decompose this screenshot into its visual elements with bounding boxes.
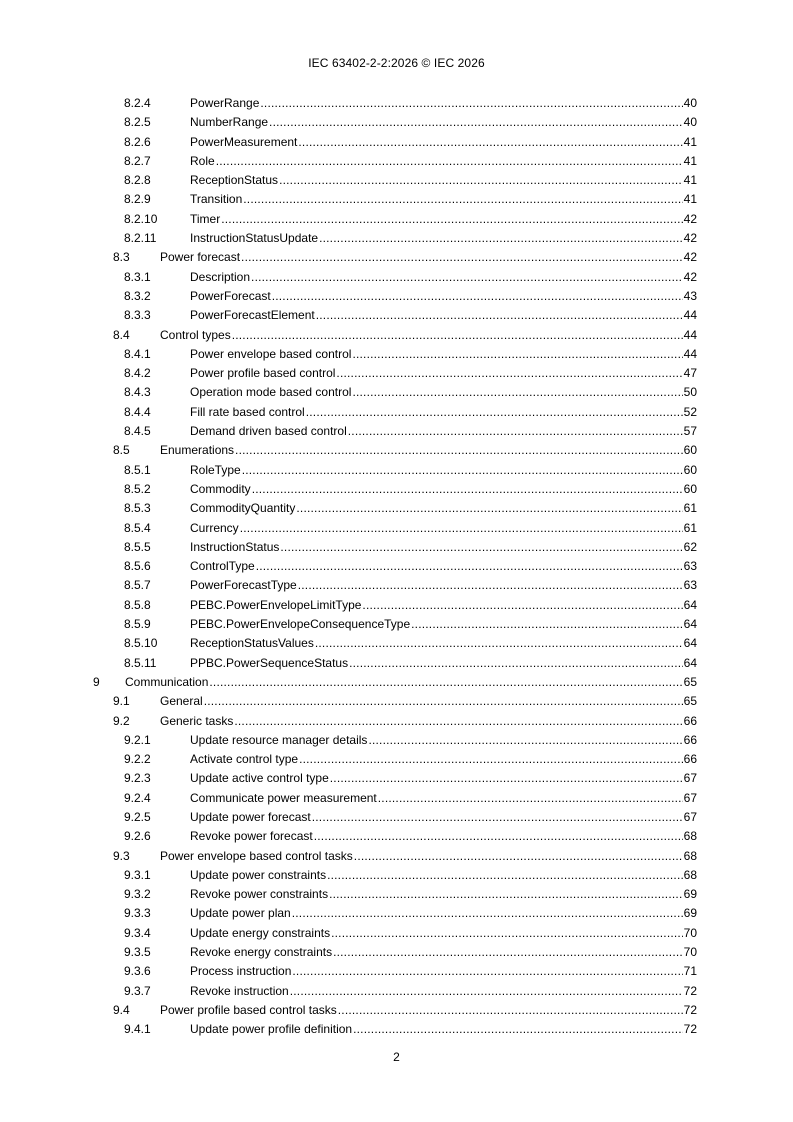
toc-section-title: CommodityQuantity bbox=[190, 501, 296, 516]
toc-dot-leader bbox=[411, 616, 683, 632]
toc-entry[interactable] bbox=[0, 346, 793, 365]
toc-dot-leader bbox=[338, 1002, 683, 1018]
toc-dot-leader bbox=[354, 848, 683, 864]
toc-section-number: 8.5.2 bbox=[124, 481, 151, 496]
toc-entry-line bbox=[160, 249, 697, 265]
toc-page-number: 66 bbox=[683, 752, 697, 767]
toc-entry-line bbox=[160, 848, 697, 864]
toc-dot-leader bbox=[314, 828, 683, 844]
toc-dot-leader bbox=[292, 963, 682, 979]
toc-section-title: Update power plan bbox=[190, 906, 291, 921]
toc-entry-line bbox=[160, 442, 697, 458]
toc-section-number: 9.2.2 bbox=[124, 752, 151, 767]
toc-section-number: 8.2.7 bbox=[124, 153, 151, 168]
toc-dot-leader bbox=[362, 597, 682, 613]
toc-dot-leader bbox=[352, 384, 682, 400]
toc-dot-leader bbox=[256, 558, 683, 574]
toc-entry-line bbox=[190, 597, 697, 613]
toc-dot-leader bbox=[235, 442, 683, 458]
toc-entry-line bbox=[190, 616, 697, 632]
toc-dot-leader bbox=[349, 655, 683, 671]
toc-section-title: Operation mode based control bbox=[190, 385, 352, 400]
toc-page-number: 44 bbox=[683, 346, 697, 361]
toc-page-number: 72 bbox=[683, 983, 697, 998]
toc-entry-line bbox=[190, 558, 697, 574]
toc-entry[interactable] bbox=[0, 655, 793, 674]
toc-dot-leader bbox=[279, 172, 683, 188]
toc-page-number: 44 bbox=[683, 308, 697, 323]
toc-section-title: Enumerations bbox=[160, 443, 235, 458]
toc-entry[interactable] bbox=[0, 867, 793, 886]
toc-page-number: 64 bbox=[683, 617, 697, 632]
toc-section-title: Update resource manager details bbox=[190, 732, 368, 747]
toc-entry-line bbox=[190, 172, 697, 188]
toc-entry-line bbox=[190, 520, 697, 536]
toc-entry-line bbox=[190, 751, 697, 767]
toc-entry[interactable] bbox=[0, 423, 793, 442]
toc-dot-leader bbox=[240, 520, 683, 536]
toc-dot-leader bbox=[234, 713, 682, 729]
toc-entry[interactable] bbox=[0, 616, 793, 635]
toc-entry[interactable] bbox=[0, 558, 793, 577]
toc-page-number: 69 bbox=[683, 906, 697, 921]
toc-entry[interactable] bbox=[0, 886, 793, 905]
toc-page-number: 65 bbox=[683, 694, 697, 709]
toc-entry[interactable] bbox=[0, 751, 793, 770]
toc-entry[interactable] bbox=[0, 963, 793, 982]
toc-page-number: 64 bbox=[683, 636, 697, 651]
toc-entry-line bbox=[190, 423, 697, 439]
toc-section-number: 8.5.10 bbox=[124, 636, 158, 651]
toc-page-number: 40 bbox=[683, 115, 697, 130]
toc-page-number: 68 bbox=[683, 867, 697, 882]
toc-entry-line bbox=[190, 983, 697, 999]
toc-entry[interactable] bbox=[0, 327, 793, 346]
toc-section-number: 8.2.6 bbox=[124, 134, 151, 149]
document-header: IEC 63402-2-2:2026 © IEC 2026 bbox=[308, 56, 485, 70]
toc-dot-leader bbox=[327, 867, 683, 883]
toc-page-number: 61 bbox=[683, 520, 697, 535]
toc-dot-leader bbox=[298, 134, 682, 150]
toc-entry-line bbox=[190, 655, 697, 671]
toc-section-title: Update active control type bbox=[190, 771, 329, 786]
toc-entry-line bbox=[160, 1002, 697, 1018]
toc-entry-line bbox=[190, 481, 697, 497]
toc-dot-leader bbox=[241, 249, 683, 265]
toc-dot-leader bbox=[221, 211, 682, 227]
toc-page-number: 67 bbox=[683, 809, 697, 824]
toc-page-number: 68 bbox=[683, 829, 697, 844]
toc-entry-line bbox=[190, 307, 697, 323]
toc-section-title: Role bbox=[190, 153, 215, 168]
toc-entry-line bbox=[190, 134, 697, 150]
toc-page-number: 67 bbox=[683, 771, 697, 786]
toc-section-title: PowerForecast bbox=[190, 288, 271, 303]
toc-dot-leader bbox=[329, 886, 683, 902]
toc-page-number: 57 bbox=[683, 424, 697, 439]
toc-section-title: Update power forecast bbox=[190, 809, 311, 824]
toc-entry-line bbox=[190, 365, 697, 381]
toc-entry[interactable] bbox=[0, 1021, 793, 1040]
toc-entry[interactable] bbox=[0, 500, 793, 519]
toc-section-title: Timer bbox=[190, 211, 221, 226]
toc-section-title: Update energy constraints bbox=[190, 925, 331, 940]
toc-entry-line bbox=[190, 732, 697, 748]
toc-section-title: Revoke energy constraints bbox=[190, 945, 333, 960]
toc-entry[interactable] bbox=[0, 693, 793, 712]
toc-section-number: 8.5.9 bbox=[124, 617, 151, 632]
toc-section-number: 8.2.4 bbox=[124, 96, 151, 110]
toc-entry[interactable] bbox=[0, 848, 793, 867]
toc-entry[interactable] bbox=[0, 944, 793, 963]
toc-section-number: 8.3.2 bbox=[124, 288, 151, 303]
toc-entry-line bbox=[190, 539, 697, 555]
toc-entry-line bbox=[190, 1021, 697, 1037]
toc-page-number: 41 bbox=[683, 134, 697, 149]
toc-entry-line bbox=[190, 269, 697, 285]
toc-section-title: Transition bbox=[190, 192, 243, 207]
toc-section-title: PowerForecastElement bbox=[190, 308, 315, 323]
toc-entry[interactable] bbox=[0, 114, 793, 133]
toc-section-number: 9.1 bbox=[113, 694, 130, 709]
toc-entry[interactable] bbox=[0, 809, 793, 828]
toc-entry-line bbox=[160, 693, 697, 709]
toc-section-number: 8.2.8 bbox=[124, 173, 151, 188]
toc-entry[interactable] bbox=[0, 983, 793, 1002]
toc-section-title: Process instruction bbox=[190, 964, 292, 979]
toc-entry-line bbox=[160, 327, 697, 343]
toc-entry-line bbox=[190, 886, 697, 902]
toc-page-number: 52 bbox=[683, 404, 697, 419]
toc-section-title: Communicate power measurement bbox=[190, 790, 377, 805]
toc-dot-leader bbox=[378, 790, 683, 806]
toc-entry-line bbox=[125, 674, 697, 690]
toc-entry[interactable] bbox=[0, 249, 793, 268]
toc-page-number: 60 bbox=[683, 481, 697, 496]
toc-section-number: 9.3.4 bbox=[124, 925, 151, 940]
toc-dot-leader bbox=[292, 905, 683, 921]
toc-section-number: 8.4.4 bbox=[124, 404, 151, 419]
toc-dot-leader bbox=[352, 346, 682, 362]
toc-dot-leader bbox=[216, 153, 683, 169]
toc-dot-leader bbox=[316, 307, 683, 323]
toc-entry[interactable] bbox=[0, 925, 793, 944]
toc-entry[interactable] bbox=[0, 365, 793, 384]
toc-entry[interactable] bbox=[0, 674, 793, 693]
toc-section-title: Update power constraints bbox=[190, 867, 327, 882]
toc-entry[interactable] bbox=[0, 288, 793, 307]
toc-entry-line bbox=[190, 95, 697, 111]
toc-entry-line bbox=[190, 770, 697, 786]
toc-section-number: 8.3 bbox=[113, 250, 130, 265]
toc-page-number: 68 bbox=[683, 848, 697, 863]
toc-section-title: ReceptionStatus bbox=[190, 173, 279, 188]
toc-section-title: ReceptionStatusValues bbox=[190, 636, 314, 651]
toc-section-title: PowerRange bbox=[190, 96, 260, 110]
toc-dot-leader bbox=[298, 577, 683, 593]
toc-section-title: Power profile based control tasks bbox=[160, 1002, 337, 1017]
toc-page-number: 72 bbox=[683, 1022, 697, 1037]
toc-section-title: Communication bbox=[125, 674, 209, 689]
toc-entry-line bbox=[190, 577, 697, 593]
toc-dot-leader bbox=[209, 674, 682, 690]
toc-dot-leader bbox=[353, 1021, 683, 1037]
toc-entry-line bbox=[190, 404, 697, 420]
toc-dot-leader bbox=[368, 732, 682, 748]
toc-entry-line bbox=[190, 114, 697, 130]
toc-section-title: PEBC.PowerEnvelopeLimitType bbox=[190, 597, 362, 612]
toc-section-number: 8.3.3 bbox=[124, 308, 151, 323]
toc-entry[interactable] bbox=[0, 481, 793, 500]
toc-section-title: NumberRange bbox=[190, 115, 269, 130]
toc-entry[interactable] bbox=[0, 520, 793, 539]
toc-entry[interactable] bbox=[0, 732, 793, 751]
toc-entry-line bbox=[190, 191, 697, 207]
toc-entry-line bbox=[190, 963, 697, 979]
toc-section-number: 8.2.9 bbox=[124, 192, 151, 207]
toc-section-title: InstructionStatusUpdate bbox=[190, 231, 319, 246]
toc-section-title: Fill rate based control bbox=[190, 404, 305, 419]
toc-page-number: 47 bbox=[683, 366, 697, 381]
toc-entry[interactable] bbox=[0, 597, 793, 616]
toc-page-number: 70 bbox=[683, 945, 697, 960]
toc-entry[interactable] bbox=[0, 442, 793, 461]
toc-section-number: 9.4.1 bbox=[124, 1022, 151, 1037]
toc-section-number: 8.5.6 bbox=[124, 559, 151, 574]
toc-dot-leader bbox=[330, 770, 683, 786]
toc-page-number: 72 bbox=[683, 1002, 697, 1017]
toc-section-title: Revoke power forecast bbox=[190, 829, 313, 844]
toc-dot-leader bbox=[290, 983, 683, 999]
toc-entry[interactable] bbox=[0, 577, 793, 596]
toc-entry[interactable] bbox=[0, 269, 793, 288]
toc-entry[interactable] bbox=[0, 134, 793, 153]
toc-dot-leader bbox=[348, 423, 683, 439]
toc-page-number: 67 bbox=[683, 790, 697, 805]
toc-page-number: 40 bbox=[683, 96, 697, 110]
toc-section-title: ControlType bbox=[190, 559, 255, 574]
toc-section-title: PowerMeasurement bbox=[190, 134, 298, 149]
toc-entry[interactable] bbox=[0, 307, 793, 326]
toc-entry[interactable] bbox=[0, 770, 793, 789]
toc-entry-line bbox=[190, 867, 697, 883]
toc-entry-line bbox=[190, 925, 697, 941]
toc-entry-line bbox=[190, 384, 697, 400]
toc-page-number: 64 bbox=[683, 655, 697, 670]
toc-page-number: 70 bbox=[683, 925, 697, 940]
toc-dot-leader bbox=[269, 114, 683, 130]
toc-page-number: 43 bbox=[683, 288, 697, 303]
toc-section-title: Revoke instruction bbox=[190, 983, 289, 998]
toc-section-title: Power envelope based control bbox=[190, 346, 352, 361]
toc-dot-leader bbox=[242, 462, 683, 478]
toc-dot-leader bbox=[296, 500, 682, 516]
toc-page-number: 66 bbox=[683, 713, 697, 728]
toc-section-title: Revoke power constraints bbox=[190, 887, 329, 902]
toc-entry-line bbox=[190, 153, 697, 169]
toc-section-title: PowerForecastType bbox=[190, 578, 297, 593]
toc-page-number: 41 bbox=[683, 192, 697, 207]
toc-entry-line bbox=[190, 346, 697, 362]
toc-section-number: 8.3.1 bbox=[124, 269, 151, 284]
toc-section-number: 8.5.11 bbox=[124, 655, 157, 670]
toc-page-number: 42 bbox=[683, 250, 697, 265]
toc-dot-leader bbox=[272, 288, 683, 304]
toc-section-title: Commodity bbox=[190, 481, 251, 496]
toc-page-number: 42 bbox=[683, 211, 697, 226]
toc-dot-leader bbox=[232, 327, 683, 343]
toc-dot-leader bbox=[333, 944, 683, 960]
toc-entry[interactable] bbox=[0, 95, 793, 114]
toc-page-number: 65 bbox=[683, 674, 697, 689]
toc-page-number: 42 bbox=[683, 269, 697, 284]
toc-page-number: 63 bbox=[683, 578, 697, 593]
toc-entry-line bbox=[190, 230, 697, 246]
toc-section-title: Description bbox=[190, 269, 251, 284]
toc-entry[interactable] bbox=[0, 1002, 793, 1021]
toc-page-number: 71 bbox=[683, 964, 697, 979]
toc-dot-leader bbox=[252, 481, 683, 497]
toc-dot-leader bbox=[312, 809, 683, 825]
toc-section-number: 9.3.7 bbox=[124, 983, 151, 998]
toc-dot-leader bbox=[336, 365, 682, 381]
toc-section-number: 8.5 bbox=[113, 443, 130, 458]
toc-entry[interactable] bbox=[0, 172, 793, 191]
toc-dot-leader bbox=[251, 269, 683, 285]
toc-entry[interactable] bbox=[0, 384, 793, 403]
toc-section-title: Demand driven based control bbox=[190, 424, 347, 439]
toc-dot-leader bbox=[319, 230, 683, 246]
toc-entry[interactable] bbox=[0, 404, 793, 423]
toc-entry[interactable] bbox=[0, 635, 793, 654]
toc-section-number: 8.2.11 bbox=[124, 231, 157, 246]
toc-page-number: 60 bbox=[683, 443, 697, 458]
toc-entry[interactable] bbox=[0, 905, 793, 924]
toc-entry-line bbox=[190, 944, 697, 960]
table-of-contents bbox=[0, 95, 793, 1041]
toc-entry-line bbox=[160, 713, 697, 729]
toc-page-number: 60 bbox=[683, 462, 697, 477]
toc-page-number: 44 bbox=[683, 327, 697, 342]
toc-entry[interactable] bbox=[0, 191, 793, 210]
toc-section-title: RoleType bbox=[190, 462, 241, 477]
toc-dot-leader bbox=[315, 635, 683, 651]
toc-section-title: Update power profile definition bbox=[190, 1022, 353, 1037]
toc-dot-leader bbox=[204, 693, 683, 709]
toc-entry[interactable] bbox=[0, 211, 793, 230]
toc-entry-line bbox=[190, 462, 697, 478]
toc-entry[interactable] bbox=[0, 790, 793, 809]
toc-section-title: Power envelope based control tasks bbox=[160, 848, 353, 863]
toc-entry[interactable] bbox=[0, 462, 793, 481]
toc-section-number: 9.3.5 bbox=[124, 945, 151, 960]
toc-section-title: Activate control type bbox=[190, 752, 299, 767]
toc-entry-line bbox=[190, 288, 697, 304]
toc-section-number: 8.5.4 bbox=[124, 520, 151, 535]
toc-section-number: 9.3.6 bbox=[124, 964, 151, 979]
toc-section-number: 9.3.1 bbox=[124, 867, 151, 882]
toc-section-number: 9.3 bbox=[113, 848, 130, 863]
toc-page-number: 63 bbox=[683, 559, 697, 574]
toc-section-number: 9 bbox=[93, 674, 100, 689]
toc-page-number: 50 bbox=[683, 385, 697, 400]
toc-dot-leader bbox=[299, 751, 683, 767]
toc-page-number: 41 bbox=[683, 173, 697, 188]
toc-section-title: Control types bbox=[160, 327, 231, 342]
toc-section-title: Currency bbox=[190, 520, 239, 535]
toc-entry[interactable] bbox=[0, 713, 793, 732]
toc-section-title: Power profile based control bbox=[190, 366, 336, 381]
toc-entry-line bbox=[190, 211, 697, 227]
toc-page-number: 62 bbox=[683, 539, 697, 554]
toc-section-number: 9.3.3 bbox=[124, 906, 151, 921]
toc-section-title: InstructionStatus bbox=[190, 539, 280, 554]
toc-section-number: 8.4 bbox=[113, 327, 130, 342]
toc-dot-leader bbox=[280, 539, 682, 555]
toc-page-number: 42 bbox=[683, 231, 697, 246]
toc-entry-line bbox=[190, 905, 697, 921]
toc-section-title: General bbox=[160, 694, 203, 709]
toc-section-number: 9.2.5 bbox=[124, 809, 151, 824]
toc-entry[interactable] bbox=[0, 153, 793, 172]
toc-page-number: 41 bbox=[683, 153, 697, 168]
toc-entry-line bbox=[190, 809, 697, 825]
toc-section-number: 8.5.5 bbox=[124, 539, 151, 554]
toc-section-title: Generic tasks bbox=[160, 713, 234, 728]
toc-page-number: 66 bbox=[683, 732, 697, 747]
toc-page-number: 64 bbox=[683, 597, 697, 612]
toc-section-number: 9.2 bbox=[113, 713, 130, 728]
toc-section-number: 9.2.1 bbox=[124, 732, 151, 747]
toc-section-number: 8.4.1 bbox=[124, 346, 151, 361]
toc-section-title: Power forecast bbox=[160, 250, 241, 265]
toc-section-number: 9.4 bbox=[113, 1002, 130, 1017]
toc-dot-leader bbox=[331, 925, 683, 941]
toc-dot-leader bbox=[306, 404, 683, 420]
toc-entry-line bbox=[190, 828, 697, 844]
toc-section-number: 8.4.3 bbox=[124, 385, 151, 400]
toc-entry[interactable] bbox=[0, 539, 793, 558]
toc-entry[interactable] bbox=[0, 230, 793, 249]
toc-section-number: 8.5.8 bbox=[124, 597, 151, 612]
toc-section-number: 9.2.3 bbox=[124, 771, 151, 786]
toc-entry-line bbox=[190, 790, 697, 806]
toc-section-title: PPBC.PowerSequenceStatus bbox=[190, 655, 349, 670]
toc-entry[interactable] bbox=[0, 828, 793, 847]
toc-entry-line bbox=[190, 635, 697, 651]
toc-section-number: 8.2.10 bbox=[124, 211, 158, 226]
toc-section-number: 9.3.2 bbox=[124, 887, 151, 902]
toc-section-number: 8.5.1 bbox=[124, 462, 151, 477]
page-number: 2 bbox=[393, 1050, 400, 1064]
toc-section-title: PEBC.PowerEnvelopeConsequenceType bbox=[190, 617, 411, 632]
toc-section-number: 8.4.2 bbox=[124, 366, 151, 381]
toc-entry-line bbox=[190, 500, 697, 516]
toc-section-number: 8.4.5 bbox=[124, 424, 151, 439]
toc-dot-leader bbox=[260, 95, 682, 111]
toc-page-number: 69 bbox=[683, 887, 697, 902]
toc-section-number: 8.5.7 bbox=[124, 578, 151, 593]
toc-section-number: 9.2.4 bbox=[124, 790, 151, 805]
toc-section-number: 8.2.5 bbox=[124, 115, 151, 130]
toc-section-number: 9.2.6 bbox=[124, 829, 151, 844]
toc-dot-leader bbox=[243, 191, 682, 207]
toc-section-number: 8.5.3 bbox=[124, 501, 151, 516]
toc-page-number: 61 bbox=[683, 501, 697, 516]
